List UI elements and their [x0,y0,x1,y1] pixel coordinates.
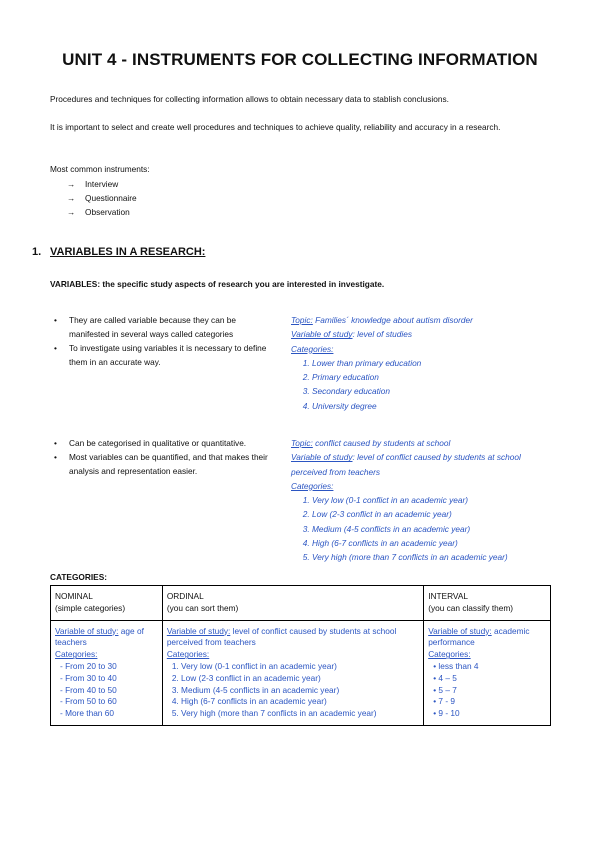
list-item: - More than 60 [60,708,114,719]
list-item: 2. Primary education [312,370,556,384]
list-item: • 4 – 5 [433,672,457,683]
categories-table [50,585,551,726]
instruments-heading: Most common instruments: [50,164,150,174]
example-conflict: Topic: conflict caused by students at school Variable of study: level of conflict caused by students at school perceived from teachers Categories: 1. Very low (0-1 conflict in an academic year) 2. Low (2-3 conflict in an academic year) 3. Medium (4-5 conflicts in an academic year) 4. High (6-7 conflicts in an academic year) 5. Very high (more than 7 conflicts in an academic year) [291,436,556,565]
list-item: → Interview [67,179,119,189]
cell-nominal: Variable of study: age of teachers Categories: - From 20 to 30 - From 30 to 40 - From 40 to 50 - From 50 to 60 - More than 60 [51,620,163,725]
list-item: - From 20 to 30 [60,660,117,671]
arrow-icon: → [67,207,76,217]
list-item: → Questionnaire [67,193,137,203]
example-autism: Topic: Families´ knowledge about autism disorder Variable of study: level of studies Categories: 1. Lower than primary education 2. Primary education 3. Secondary education 4. University degree [291,313,556,413]
list-item: 5. Very high (more than 7 conflicts in an academic year) [312,550,556,564]
instruments-list [67,177,137,219]
table-row [51,620,551,725]
section-heading: 1. VARIABLES IN A RESEARCH: [32,246,206,258]
list-item: 3. Secondary education [312,384,556,398]
cell-ordinal: Variable of study: level of conflict caused by students at school perceived from teachers Categories: 1. Very low (0-1 conflict in an academic year) 2. Low (2-3 conflict in an academic year) 3. Medium (4-5 conflicts in an academic year) 4. High (6-7 conflicts in an academic year) 5. Very high (more than 7 conflicts in an academic year) [162,620,423,725]
list-item: • Can be categorised in qualitative or quantitative. [54,436,274,450]
list-item: 3. Medium (4-5 conflicts in an academic year) [171,684,340,695]
list-item: 1. Very low (0-1 conflict in an academic year) [312,493,556,507]
list-item: • 5 – 7 [433,684,457,695]
list-item: • Most variables can be quantified, and that makes their analysis and representation easier. [54,450,274,478]
bullet-list-1 [54,313,274,369]
list-item: 2. Low (2-3 conflict in an academic year) [171,672,321,683]
header-nominal: NOMINAL (simple categories) [51,586,163,621]
list-item: • less than 4 [433,660,479,671]
list-item: • They are called variable because they can be manifested in several ways called categories [54,313,274,341]
categories-title: CATEGORIES: [50,572,108,582]
variables-definition: VARIABLES: the specific study aspects of research you are interested in investigate. [50,279,385,289]
list-item: 1. Very low (0-1 conflict in an academic year) [171,660,337,671]
list-item: 1. Lower than primary education [312,356,556,370]
list-item: - From 50 to 60 [60,696,117,707]
list-item: 4. High (6-7 conflicts in an academic year) [171,696,327,707]
list-item: → Observation [67,207,130,217]
list-item: • 7 - 9 [433,696,455,707]
list-item: 2. Low (2-3 conflict in an academic year) [312,507,556,521]
page-title: UNIT 4 - INSTRUMENTS FOR COLLECTING INFORMATION [62,50,538,69]
list-item: • To investigate using variables it is necessary to define them in an accurate way. [54,341,274,369]
header-ordinal: ORDINAL (you can sort them) [162,586,423,621]
arrow-icon: → [67,179,76,189]
list-item: 5. Very high (more than 7 conflicts in an academic year) [171,708,377,719]
list-item: 4. High (6-7 conflicts in an academic year) [312,536,556,550]
arrow-icon: → [67,193,76,203]
table-header-row [51,586,551,621]
cell-interval: Variable of study: academic performance Categories: • less than 4 • 4 – 5 • 5 – 7 • 7 - 9 • 9 - 10 [424,620,551,725]
list-item: 3. Medium (4-5 conflicts in an academic year) [312,522,556,536]
bullet-list-2 [54,436,274,478]
intro-paragraph-2: It is important to select and create well procedures and techniques to achieve quality, reliability and accuracy in a research. [50,122,501,132]
intro-paragraph-1: Procedures and techniques for collecting information allows to obtain necessary data to stablish conclusions. [50,94,449,104]
list-item: 4. University degree [312,399,556,413]
header-interval: INTERVAL (you can classify them) [424,586,551,621]
list-item: - From 40 to 50 [60,684,117,695]
list-item: - From 30 to 40 [60,672,117,683]
list-item: • 9 - 10 [433,708,460,719]
